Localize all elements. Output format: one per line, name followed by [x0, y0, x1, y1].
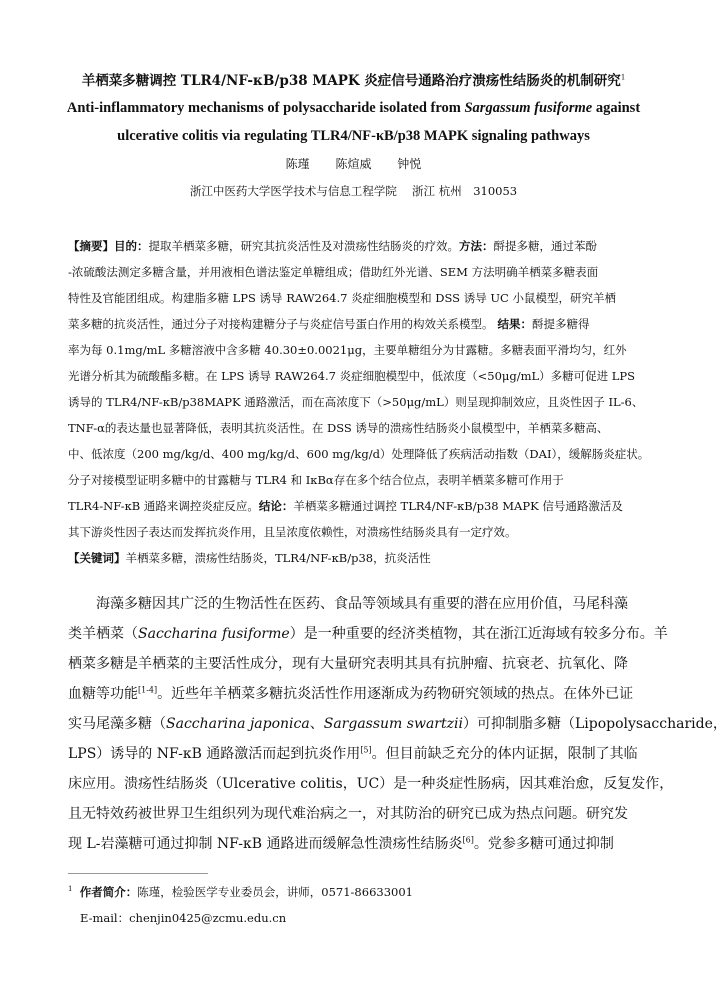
methods-label: 方法： — [459, 239, 494, 253]
abstract-line: TLR4-NF-κB 通路来调控炎症反应。结论：羊栖菜多糖通过调控 TLR4/NF-κB/p38 MAPK 信号通路激活及 — [68, 499, 623, 513]
keywords-label: 【关键词】 — [68, 551, 126, 565]
footnote-email: E-mail：chenjin0425@zcmu.edu.cn — [80, 911, 287, 925]
body-line: 栖菜多糖是羊栖菜的主要活性成分，现有大量研究表明其具有抗肿瘤、抗衰老、抗氧化、降 — [68, 656, 628, 672]
abstract-line: 特性及官能团组成。构建脂多糖 LPS 诱导 RAW264.7 炎症细胞模型和 DSS 诱导 UC 小鼠模型，研究羊栖 — [68, 291, 616, 305]
abstract-line: -浓硫酸法测定多糖含量，并用液相色谱法鉴定单糖组成；借助红外光谱、SEM 方法明确羊栖菜多糖表面 — [68, 265, 599, 279]
body-line: 现 L-岩藻糖可通过抑制 NF-κB 通路进而缓解急性溃疡性结肠炎[6]。党参多糖可通过抑制 — [68, 835, 614, 852]
title-english-line-1: Anti-inflammatory mechanisms of polysaccharide isolated from Sargassum fusiforme against — [66, 100, 641, 116]
title-footnote-mark: 1 — [620, 73, 626, 82]
keywords: 【关键词】羊栖菜多糖，溃疡性结肠炎，TLR4/NF-κB/p38，抗炎活性 — [68, 551, 431, 565]
body-line: 海藻多糖因其广泛的生物活性在医药、食品等领域具有重要的潜在应用价值，马尾科藻 — [68, 596, 628, 612]
abstract-line: 其下游炎性因子表达而发挥抗炎作用，且呈浓度依赖性，对溃疡性结肠炎具有一定疗效。 — [68, 525, 517, 539]
citation: [1-4] — [138, 685, 158, 695]
footnote-mark: 1 — [68, 885, 73, 894]
abstract-line: 光谱分析其为硫酸酯多糖。在 LPS 诱导 RAW264.7 炎症细胞模型中，低浓度（<50μg/mL）多糖可促进 LPS — [68, 369, 636, 383]
abstract-line: TNF-α的表达量也显著降低，表明其抗炎活性。在 DSS 诱导的溃疡性结肠炎小鼠模型中，羊栖菜多糖高、 — [68, 421, 609, 435]
results-label: 结果： — [493, 317, 533, 331]
body-line: LPS）诱导的 NF-κB 通路激活而起到抗炎作用[5]。但目前缺乏充分的体内证据，限制了其临 — [68, 745, 638, 762]
species-name: Sargassum fusiforme — [464, 100, 593, 116]
conclusion-label: 结论： — [258, 499, 294, 513]
citation: [6] — [462, 835, 474, 845]
title-chinese — [40, 69, 667, 89]
body-line: 且无特效药被世界卫生组织列为现代难治病之一，对其防治的研究已成为热点问题。研究发 — [68, 806, 628, 822]
title-chinese-text: 羊栖菜多糖调控 TLR4/NF-κB/p38 MAPK 炎症信号通路治疗溃疡性结肠炎的机制研究 — [81, 73, 621, 89]
abstract-line: 分子对接模型证明多糖中的甘露糖与 TLR4 和 IκBα存在多个结合位点，表明羊栖菜多糖可作用于 — [68, 473, 564, 487]
footnote-label: 作者简介： — [79, 885, 138, 899]
abstract-line: 率为每 0.1mg/mL 多糖溶液中含多糖 40.30±0.0021μg，主要单糖组分为甘露糖。多糖表面平滑均匀，红外 — [68, 343, 627, 357]
body-line: 实马尾藻多糖（Saccharina japonica、Sargassum swartzii）可抑制脂多糖（Lipopolysaccharide， — [68, 716, 727, 732]
body-line: 血糖等功能[1-4]。近些年羊栖菜多糖抗炎活性作用逐渐成为药物研究领域的热点。在体外已证 — [68, 685, 634, 702]
citation: [5] — [360, 745, 372, 755]
footnote-divider — [68, 873, 208, 874]
title-english-line-2: ulcerative colitis via regulating TLR4/NF-κB/p38 MAPK signaling pathways — [117, 128, 590, 144]
author-list: 陈瑾 陈煊威 钟悦 — [285, 157, 422, 171]
body-line: 类羊栖菜（Saccharina fusiforme）是一种重要的经济类植物，其在浙江近海域有较多分布。羊 — [68, 626, 668, 642]
footnote-author: $^1$ 作者简介：陈瑾，检验医学专业委员会，讲师，0571-86633001 — [68, 885, 413, 899]
abstract-line: 菜多糖的抗炎活性，通过分子对接构建糖分子与炎症信号蛋白作用的构效关系模型。 结果：酹提多糖得 — [68, 317, 590, 331]
abstract-line: 【摘要】目的：提取羊栖菜多糖，研究其抗炎活性及对溃疡性结肠炎的疗效。方法：酹提多糖，通过苯酚 — [68, 239, 597, 253]
affiliation: 浙江中医药大学医学技术与信息工程学院 浙江 杭州 310053 — [189, 184, 518, 198]
body-line: 床应用。溃疡性结肠炎（Ulcerative colitis，UC）是一种炎症性肠病，因其难治愈，反复发作， — [68, 776, 674, 792]
abstract-label: 【摘要】目的： — [68, 239, 149, 253]
abstract-line: 诱导的 TLR4/NF-κB/p38MAPK 通路激活，而在高浓度下（>50μg/mL）则呈现抑制效应，且炎性因子 IL-6、 — [68, 395, 644, 409]
abstract-line: 中、低浓度（200 mg/kg/d、400 mg/kg/d、600 mg/kg/d）处理降低了疾病活动指数（DAI），缓解肠炎症状。 — [68, 447, 650, 461]
